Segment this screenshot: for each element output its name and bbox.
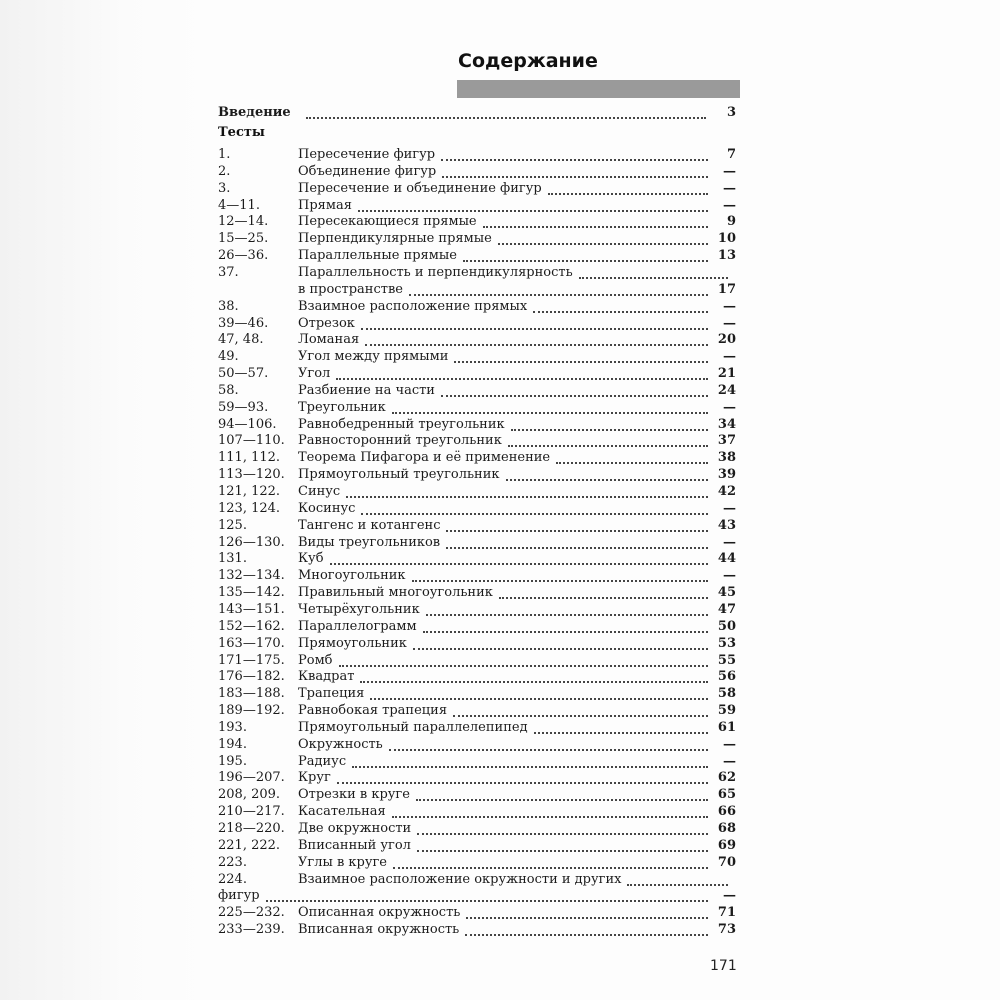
toc-entry bbox=[218, 348, 736, 366]
entry-number: 38. bbox=[218, 298, 239, 314]
toc-entry bbox=[218, 887, 736, 905]
toc-entry bbox=[218, 652, 736, 670]
entry-number: 218—220. bbox=[218, 821, 285, 836]
toc-entry bbox=[218, 517, 736, 535]
toc-entry bbox=[218, 466, 736, 484]
entry-page: 45 bbox=[717, 585, 736, 601]
entry-page: 62 bbox=[717, 770, 736, 786]
entry-page: 65 bbox=[717, 787, 736, 803]
entry-page: — bbox=[723, 315, 736, 331]
entry-page: 66 bbox=[717, 804, 736, 820]
toc-entry bbox=[218, 264, 736, 282]
toc-entry bbox=[218, 432, 736, 450]
entry-title: Касательная bbox=[298, 804, 386, 820]
leader-dots bbox=[441, 159, 708, 161]
entry-page: 38 bbox=[717, 450, 736, 466]
leader-dots bbox=[548, 193, 708, 195]
leader-dots bbox=[417, 850, 708, 852]
entry-page: — bbox=[723, 753, 736, 769]
entry-title: Треугольник bbox=[298, 399, 386, 415]
leader-dots bbox=[556, 462, 708, 464]
entry-page: 44 bbox=[717, 551, 736, 567]
toc-entry bbox=[218, 753, 736, 771]
leader-dots bbox=[370, 698, 708, 700]
leader-dots bbox=[365, 344, 708, 346]
entry-page: — bbox=[723, 180, 736, 196]
entry-number: 50—57. bbox=[218, 366, 269, 382]
entry-page: 69 bbox=[717, 837, 736, 853]
entry-title: фигур bbox=[218, 888, 260, 904]
entry-number: 121, 122. bbox=[218, 484, 281, 499]
entry-title: Угол между прямыми bbox=[298, 349, 449, 365]
leader-dots bbox=[465, 934, 708, 936]
leader-dots bbox=[534, 732, 708, 734]
entry-page: 10 bbox=[717, 231, 736, 247]
entry-number: 224. bbox=[218, 871, 247, 887]
entry-title: Отрезки в круге bbox=[298, 787, 410, 803]
entry-page: 55 bbox=[717, 652, 736, 668]
entry-number: 221, 222. bbox=[218, 837, 281, 853]
entry-number: 3. bbox=[218, 180, 231, 196]
entry-number: 94—106. bbox=[218, 416, 277, 432]
toc-entry bbox=[218, 921, 736, 939]
entry-page: 59 bbox=[717, 703, 736, 719]
leader-dots bbox=[346, 496, 708, 498]
toc-entry bbox=[218, 837, 736, 855]
leader-dots bbox=[627, 884, 728, 886]
toc-entry bbox=[218, 180, 736, 198]
leader-dots bbox=[454, 361, 708, 363]
entry-page: 70 bbox=[717, 854, 736, 870]
leader-dots bbox=[361, 328, 708, 330]
entry-number: 210—217. bbox=[218, 804, 285, 820]
entry-title: Ломаная bbox=[298, 332, 360, 348]
toc-intro-row bbox=[218, 104, 736, 122]
entry-number: 208, 209. bbox=[218, 787, 281, 803]
tests-heading: Тесты bbox=[218, 125, 265, 140]
entry-title: Взаимное расположение прямых bbox=[298, 298, 528, 314]
leader-dots bbox=[392, 816, 708, 818]
leader-dots bbox=[352, 766, 708, 768]
toc-entry bbox=[218, 382, 736, 400]
entry-number: 58. bbox=[218, 382, 239, 398]
entry-number: 171—175. bbox=[218, 652, 285, 668]
toc-entry bbox=[218, 483, 736, 501]
entry-page: — bbox=[723, 568, 736, 584]
entry-number: 123, 124. bbox=[218, 500, 281, 516]
entry-number: 193. bbox=[218, 719, 247, 735]
entry-title: Окружность bbox=[298, 736, 383, 752]
toc-entry bbox=[218, 281, 736, 299]
leader-dots bbox=[446, 547, 708, 549]
entry-title: Вписанный угол bbox=[298, 837, 411, 853]
toc-entry bbox=[218, 702, 736, 720]
entry-page: 56 bbox=[717, 669, 736, 685]
title-underline-bar bbox=[457, 80, 740, 98]
toc-entry bbox=[218, 550, 736, 568]
leader-dots bbox=[330, 563, 708, 565]
entry-title: Четырёхугольник bbox=[298, 601, 420, 617]
page-number: 171 bbox=[710, 958, 737, 974]
entry-number: 113—120. bbox=[218, 467, 285, 483]
toc-entry bbox=[218, 213, 736, 231]
toc-entry bbox=[218, 567, 736, 585]
entry-page: — bbox=[723, 349, 736, 365]
entry-number: 107—110. bbox=[218, 433, 285, 449]
entry-page: — bbox=[723, 197, 736, 213]
toc-entry bbox=[218, 668, 736, 686]
leader-dots bbox=[412, 580, 708, 582]
toc-entry bbox=[218, 635, 736, 653]
entry-number: 15—25. bbox=[218, 231, 269, 247]
toc-entry bbox=[218, 618, 736, 636]
toc-entry bbox=[218, 769, 736, 787]
entry-title: Пересечение фигур bbox=[298, 147, 436, 162]
leader-dots bbox=[466, 917, 708, 919]
leader-dots bbox=[337, 782, 708, 784]
entry-title: Куб bbox=[298, 551, 324, 567]
entry-page: 42 bbox=[717, 484, 736, 499]
leader-dots bbox=[392, 412, 708, 414]
entry-number: 132—134. bbox=[218, 568, 285, 584]
entry-number: 49. bbox=[218, 349, 239, 365]
entry-title: Перпендикулярные прямые bbox=[298, 231, 492, 247]
entry-title: Параллельные прямые bbox=[298, 248, 457, 264]
entry-page: — bbox=[723, 399, 736, 415]
leader-dots bbox=[533, 311, 708, 313]
entry-page: 13 bbox=[717, 248, 736, 264]
leader-dots bbox=[446, 530, 708, 532]
entry-page: 7 bbox=[726, 147, 736, 162]
toc-entry bbox=[218, 820, 736, 838]
entry-number: 37. bbox=[218, 264, 239, 280]
entry-number: 194. bbox=[218, 736, 247, 752]
entry-number: 189—192. bbox=[218, 703, 285, 719]
entry-page: — bbox=[723, 888, 736, 904]
entry-page: — bbox=[723, 534, 736, 550]
entry-page: — bbox=[723, 500, 736, 516]
leader-dots bbox=[360, 681, 708, 683]
entry-number: 59—93. bbox=[218, 399, 269, 415]
entry-number: 47, 48. bbox=[218, 332, 264, 348]
toc-entry bbox=[218, 146, 736, 164]
toc-entry bbox=[218, 315, 736, 333]
leader-dots bbox=[441, 395, 708, 397]
entry-title: Косинус bbox=[298, 500, 356, 516]
leader-dots bbox=[417, 833, 708, 835]
entry-title: Прямая bbox=[298, 197, 352, 213]
leader-dots bbox=[393, 867, 708, 869]
toc-entry bbox=[218, 500, 736, 518]
toc-entry bbox=[218, 247, 736, 265]
toc-entry bbox=[218, 416, 736, 434]
entry-title: Трапеция bbox=[298, 686, 365, 702]
leader-dots bbox=[579, 277, 728, 279]
entry-title: Синус bbox=[298, 484, 341, 499]
entry-title: Вписанная окружность bbox=[298, 922, 460, 938]
entry-title: Многоугольник bbox=[298, 568, 406, 584]
entry-title: Прямоугольный параллелепипед bbox=[298, 719, 528, 735]
intro-label: Введение bbox=[218, 105, 291, 120]
toc-entry bbox=[218, 786, 736, 804]
entry-title: Равнобедренный треугольник bbox=[298, 416, 505, 432]
entry-number: 12—14. bbox=[218, 214, 269, 230]
entry-page: 43 bbox=[717, 517, 736, 533]
entry-title: Объединение фигур bbox=[298, 163, 437, 179]
toc-entry bbox=[218, 298, 736, 316]
entry-title: Правильный многоугольник bbox=[298, 585, 493, 601]
entry-title: Пересекающиеся прямые bbox=[298, 214, 477, 230]
entry-number: 126—130. bbox=[218, 534, 285, 550]
entry-title: Радиус bbox=[298, 753, 347, 769]
page-title: Содержание bbox=[458, 50, 598, 72]
entry-title: Круг bbox=[298, 770, 331, 786]
leader-dots bbox=[409, 294, 708, 296]
entry-title: Пересечение и объединение фигур bbox=[298, 180, 542, 196]
entry-page: 61 bbox=[717, 719, 736, 735]
toc-entry bbox=[218, 197, 736, 215]
entry-number: 125. bbox=[218, 517, 247, 533]
entry-title: Угол bbox=[298, 366, 331, 382]
entry-number: 152—162. bbox=[218, 618, 285, 634]
toc-entry bbox=[218, 854, 736, 872]
toc-entry bbox=[218, 803, 736, 821]
leader-dots bbox=[499, 597, 708, 599]
entry-number: 135—142. bbox=[218, 585, 285, 601]
entry-number: 225—232. bbox=[218, 905, 285, 921]
leader-dots bbox=[508, 445, 708, 447]
leader-dots bbox=[413, 648, 708, 650]
toc-entry bbox=[218, 534, 736, 552]
toc-entry bbox=[218, 399, 736, 417]
intro-page: 3 bbox=[726, 105, 736, 120]
entry-number: 131. bbox=[218, 551, 247, 567]
entry-number: 39—46. bbox=[218, 315, 269, 331]
page-edge-shadow bbox=[0, 0, 205, 1000]
toc-entry bbox=[218, 449, 736, 467]
entry-title: Отрезок bbox=[298, 315, 355, 331]
entry-page: 21 bbox=[717, 366, 736, 382]
entry-title: Параллельность и перпендикулярность bbox=[298, 264, 573, 280]
entry-number: 1. bbox=[218, 147, 231, 162]
leader-dots bbox=[389, 749, 708, 751]
entry-title: Параллелограмм bbox=[298, 618, 417, 634]
toc-entry bbox=[218, 871, 736, 889]
entry-page: 9 bbox=[726, 214, 736, 230]
entry-page: — bbox=[723, 163, 736, 179]
entry-title: Теорема Пифагора и её применение bbox=[298, 450, 551, 466]
entry-title: Прямоугольный треугольник bbox=[298, 467, 500, 483]
entry-page: 73 bbox=[717, 922, 736, 938]
entry-title: Виды треугольников bbox=[298, 534, 441, 550]
entry-number: 4—11. bbox=[218, 197, 260, 213]
entry-number: 196—207. bbox=[218, 770, 285, 786]
toc-entry bbox=[218, 163, 736, 181]
entry-title: Две окружности bbox=[298, 821, 412, 836]
entry-title: Описанная окружность bbox=[298, 905, 461, 921]
entry-page: 37 bbox=[717, 433, 736, 449]
leader-dots bbox=[358, 210, 708, 212]
entry-title: Взаимное расположение окружности и других bbox=[298, 871, 622, 887]
entry-number: 26—36. bbox=[218, 248, 269, 264]
toc-entry bbox=[218, 719, 736, 737]
entry-page: 39 bbox=[717, 467, 736, 483]
leader-dots bbox=[426, 614, 708, 616]
toc-entry bbox=[218, 904, 736, 922]
entry-page: — bbox=[723, 298, 736, 314]
leader-dots bbox=[463, 260, 708, 262]
entry-page: 47 bbox=[717, 601, 736, 617]
entry-number: 143—151. bbox=[218, 601, 285, 617]
leader-dots bbox=[506, 479, 708, 481]
entry-title: Равнобокая трапеция bbox=[298, 703, 448, 719]
entry-title: Тангенс и котангенс bbox=[298, 517, 441, 533]
entry-title: Равносторонний треугольник bbox=[298, 433, 502, 449]
leader-dots bbox=[266, 900, 708, 902]
entry-page: 24 bbox=[717, 382, 736, 398]
leader-dots bbox=[339, 665, 708, 667]
leader-dots bbox=[336, 378, 708, 380]
entry-title: Квадрат bbox=[298, 669, 355, 685]
entry-page: 17 bbox=[717, 281, 736, 297]
toc-entry bbox=[218, 584, 736, 602]
entry-page: 68 bbox=[717, 821, 736, 836]
leader-dots bbox=[416, 799, 708, 801]
leader-dots bbox=[423, 631, 708, 633]
entry-title: Ромб bbox=[298, 652, 333, 668]
toc-entry bbox=[218, 331, 736, 349]
entry-page: 34 bbox=[717, 416, 736, 432]
leader-dots bbox=[442, 176, 708, 178]
entry-page: 71 bbox=[717, 905, 736, 921]
entry-page: 20 bbox=[717, 332, 736, 348]
entry-number: 2. bbox=[218, 163, 231, 179]
entry-number: 223. bbox=[218, 854, 247, 870]
leader-dots bbox=[511, 429, 708, 431]
entry-title: в пространстве bbox=[298, 281, 403, 297]
entry-page: 53 bbox=[717, 635, 736, 651]
entry-number: 183—188. bbox=[218, 686, 285, 702]
entry-page: — bbox=[723, 736, 736, 752]
entry-number: 163—170. bbox=[218, 635, 285, 651]
toc-entry bbox=[218, 736, 736, 754]
entry-number: 233—239. bbox=[218, 922, 285, 938]
leader-dots bbox=[483, 226, 708, 228]
toc-entry bbox=[218, 685, 736, 703]
toc-entry bbox=[218, 230, 736, 248]
entry-number: 111, 112. bbox=[218, 450, 281, 466]
entry-title: Разбиение на части bbox=[298, 382, 435, 398]
entry-number: 195. bbox=[218, 753, 247, 769]
leader-dots bbox=[498, 243, 708, 245]
entry-page: 58 bbox=[717, 686, 736, 702]
entry-page: 50 bbox=[717, 618, 736, 634]
leader-dots bbox=[453, 715, 708, 717]
leader-dots bbox=[361, 513, 708, 515]
toc-entry bbox=[218, 365, 736, 383]
leader-dots bbox=[306, 117, 706, 119]
entry-title: Прямоугольник bbox=[298, 635, 407, 651]
entry-number: 176—182. bbox=[218, 669, 285, 685]
toc-entry bbox=[218, 601, 736, 619]
entry-title: Углы в круге bbox=[298, 854, 387, 870]
